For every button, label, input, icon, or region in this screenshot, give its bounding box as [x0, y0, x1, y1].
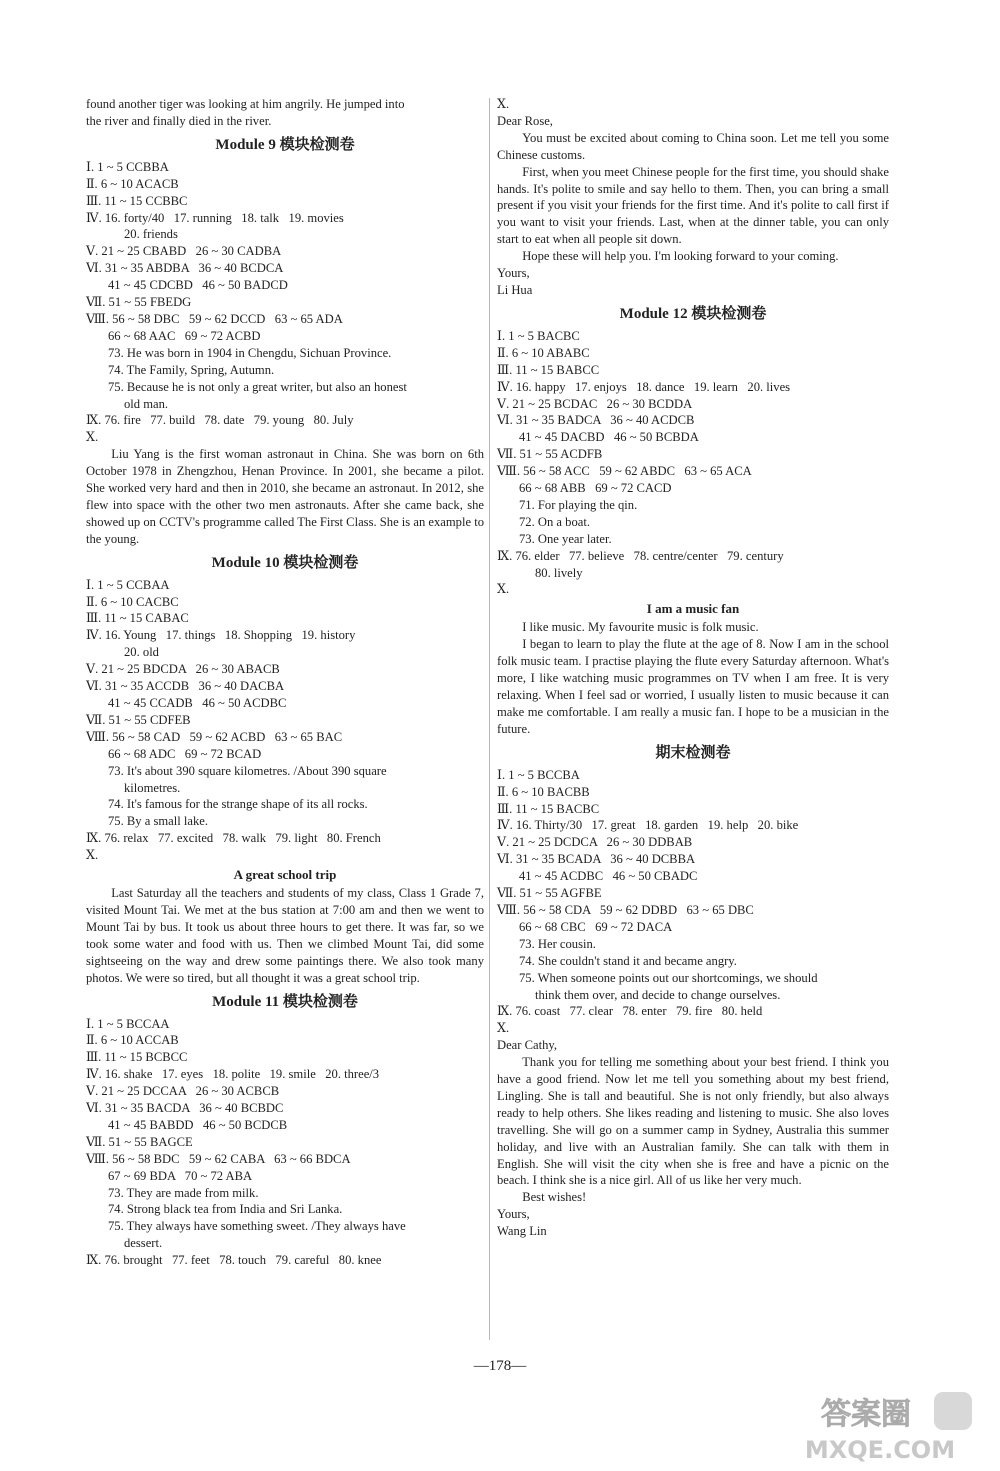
- answer-line: Ⅷ. 56 ~ 58 ACC 59 ~ 62 ABDC 63 ~ 65 ACA: [497, 464, 752, 479]
- answer-line: 73. It's about 390 square kilometres. /About 390 square: [108, 763, 387, 778]
- answer-line: Ⅱ. 6 ~ 10 ACACB: [86, 176, 179, 191]
- writing-paragraph: You must be excited about coming to China soon. Let me tell you some Chinese customs.: [497, 130, 889, 162]
- letter-closing: Yours,: [497, 1207, 530, 1222]
- answer-line: Ⅷ. 56 ~ 58 DBC 59 ~ 62 DCCD 63 ~ 65 ADA: [86, 311, 343, 326]
- answer-line: 73. Her cousin.: [519, 936, 596, 951]
- module-12-heading: Module 12 模块检测卷: [619, 305, 767, 322]
- answer-line: Ⅱ. 6 ~ 10 ACCAB: [86, 1033, 179, 1048]
- answer-line: 73. He was born in 1904 in Chengdu, Sichuan Province.: [108, 345, 392, 360]
- writing-paragraph: I like music. My favourite music is folk music.: [522, 620, 759, 635]
- module-12-answers: [497, 328, 889, 738]
- page-number: —178—: [473, 1358, 527, 1374]
- answer-line: 41 ~ 45 CCADB 46 ~ 50 ACDBC: [108, 696, 287, 710]
- answer-line: 73. One year later.: [519, 531, 612, 546]
- answer-line: Ⅴ. 21 ~ 25 BCDAC 26 ~ 30 BCDDA: [497, 396, 693, 411]
- answer-line: 66 ~ 68 CBC 69 ~ 72 DACA: [519, 919, 673, 934]
- answer-line: Ⅲ. 11 ~ 15 CCBBC: [86, 193, 188, 208]
- answer-line: Ⅰ. 1 ~ 5 BCCBA: [497, 767, 580, 782]
- answer-line: 73. They are made from milk.: [108, 1185, 259, 1200]
- answer-line: Ⅱ. 6 ~ 10 ABABC: [497, 345, 590, 360]
- section-label: Ⅹ.: [497, 97, 510, 111]
- module-11-answers: [86, 1016, 484, 1270]
- answer-line: Ⅳ. 16. shake 17. eyes 18. polite 19. smile 20. three/3: [86, 1067, 380, 1082]
- left-column: [86, 96, 484, 1269]
- answer-line: 71. For playing the qin.: [519, 497, 638, 512]
- answer-line: Ⅰ. 1 ~ 5 CCBAA: [86, 577, 170, 592]
- essay-title: I am a music fan: [646, 601, 740, 617]
- answer-line: Ⅵ. 31 ~ 35 BACDA 36 ~ 40 BCBDC: [86, 1101, 284, 1116]
- answer-line: Ⅲ. 11 ~ 15 CABAC: [86, 611, 189, 626]
- answer-line: 74. She couldn't stand it and became angry.: [519, 953, 737, 968]
- answer-line: Ⅱ. 6 ~ 10 BACBB: [497, 784, 590, 799]
- right-column: [497, 96, 889, 1240]
- final-exam-answers: [497, 767, 889, 1240]
- answer-line: 67 ~ 69 BDA 70 ~ 72 ABA: [108, 1168, 253, 1183]
- writing-paragraph: Best wishes!: [522, 1190, 587, 1205]
- essay-title: A great school trip: [233, 867, 337, 883]
- watermark-icon: [784, 1386, 984, 1466]
- answer-line: Ⅹ.: [86, 430, 99, 445]
- answer-line: Ⅳ. 16. forty/40 17. running 18. talk 19. movies: [86, 210, 344, 225]
- answer-line: Ⅶ. 51 ~ 55 ACDFB: [497, 447, 603, 462]
- answer-line: 75. When someone points out our shortcomings, we should: [519, 970, 818, 985]
- letter-greeting: Dear Rose,: [497, 113, 553, 128]
- letter-signature: Wang Lin: [497, 1224, 547, 1239]
- text-line: found another tiger was looking at him angrily. He jumped into: [86, 97, 405, 111]
- answer-line: Ⅳ. 16. Young 17. things 18. Shopping 19. history: [86, 628, 356, 643]
- answer-line: Ⅲ. 11 ~ 15 BABCC: [497, 362, 600, 377]
- text-line: the river and finally died in the river.: [86, 113, 272, 128]
- answer-line: 66 ~ 68 ABB 69 ~ 72 CACD: [519, 481, 672, 496]
- answer-line: Ⅴ. 21 ~ 25 CBABD 26 ~ 30 CADBA: [86, 244, 282, 259]
- answer-line: Ⅲ. 11 ~ 15 BACBC: [497, 801, 600, 816]
- answer-line: Ⅵ. 31 ~ 35 BCADA 36 ~ 40 DCBBA: [497, 852, 696, 867]
- answer-line: Ⅷ. 56 ~ 58 CAD 59 ~ 62 ACBD 63 ~ 65 BAC: [86, 729, 343, 744]
- answer-line: 66 ~ 68 ADC 69 ~ 72 BCAD: [108, 746, 262, 761]
- writing-paragraph: I began to learn to play the flute at the age of 8. Now I am in the school folk music team. I practise playing the flute every Saturday afternoon. What's more, I like watching music programmes on TV when I am free. It is very relaxing. When I feel sad or worried, I usually listen to music because it can make me comfortable. I am really a music fan. I hope to be a musician in the future.: [497, 637, 889, 736]
- column-divider: [489, 98, 490, 1340]
- answer-line: Ⅸ. 76. coast 77. clear 78. enter 79. fire 80. held: [497, 1004, 763, 1019]
- module-10-heading: Module 10 模块检测卷: [211, 554, 359, 571]
- answer-line: Ⅴ. 21 ~ 25 BDCDA 26 ~ 30 ABACB: [86, 662, 280, 677]
- answer-line: 74. The Family, Spring, Autumn.: [108, 362, 275, 377]
- answer-line: dessert.: [124, 1236, 163, 1251]
- answer-line: Ⅰ. 1 ~ 5 CCBBA: [86, 159, 169, 174]
- writing-paragraph: First, when you meet Chinese people for the first time, you should shake hands. It's polite to smile and say hello to them. Then, you can bring a small present if you visit your friends for the first time. And it's polite to call first if you want to visit your friends. Last, when at the dinner table, you can only start to eat when all people sit down.: [497, 164, 889, 247]
- answer-line: Ⅶ. 51 ~ 55 FBEDG: [86, 295, 192, 310]
- answer-line: 80. lively: [535, 565, 583, 580]
- answer-line: 72. On a boat.: [519, 514, 590, 529]
- answer-line: Ⅷ. 56 ~ 58 CDA 59 ~ 62 DDBD 63 ~ 65 DBC: [497, 902, 754, 917]
- answer-line: Ⅵ. 31 ~ 35 ABDBA 36 ~ 40 BCDCA: [86, 261, 284, 276]
- answer-line: kilometres.: [124, 780, 181, 795]
- answer-line: Ⅵ. 31 ~ 35 ACCDB 36 ~ 40 DACBA: [86, 679, 285, 694]
- answer-line: Ⅴ. 21 ~ 25 DCCAA 26 ~ 30 ACBCB: [86, 1084, 280, 1099]
- watermark-url: MXQE.COM: [804, 1436, 956, 1464]
- letter-greeting: Dear Cathy,: [497, 1038, 558, 1053]
- answer-line: Ⅰ. 1 ~ 5 BACBC: [497, 328, 580, 343]
- writing-paragraph: Liu Yang is the first woman astronaut in China. She was born on 6th October 1978 in Zhengzhou, Henan Province. In 2001, she became a pilot. She worked very hard and then in 2010, she became an astronaut. In 2012, she flew into space with the other two men astronauts. After she came back, she showed up on CCTV's programme called The First Class. She is an example to the young.: [86, 447, 484, 546]
- intro-lines: [86, 96, 484, 130]
- answer-line: 41 ~ 45 DACBD 46 ~ 50 BCBDA: [519, 430, 699, 445]
- final-exam-heading: 期末检测卷: [655, 744, 731, 761]
- letter-rose: [497, 96, 889, 299]
- answer-line: 41 ~ 45 CDCBD 46 ~ 50 BADCD: [108, 278, 288, 293]
- answer-line: Ⅰ. 1 ~ 5 BCCAA: [86, 1016, 170, 1031]
- answer-line: Ⅲ. 11 ~ 15 BCBCC: [86, 1050, 188, 1065]
- answer-line: Ⅹ.: [86, 848, 99, 863]
- letter-signature: Li Hua: [497, 282, 533, 297]
- module-11-heading: Module 11 模块检测卷: [212, 993, 358, 1010]
- letter-closing: Yours,: [497, 266, 530, 281]
- answer-line: 20. friends: [124, 227, 178, 242]
- answer-line: 41 ~ 45 BABDD 46 ~ 50 BCDCB: [108, 1117, 288, 1132]
- answer-line: 75. They always have something sweet. /They always have: [108, 1219, 406, 1234]
- answer-line: 75. By a small lake.: [108, 814, 209, 829]
- answer-line: Ⅳ. 16. happy 17. enjoys 18. dance 19. learn 20. lives: [497, 379, 791, 394]
- answer-line: 41 ~ 45 ACDBC 46 ~ 50 CBADC: [519, 869, 698, 884]
- answer-line: Ⅶ. 51 ~ 55 CDFEB: [86, 712, 191, 727]
- answer-line: 66 ~ 68 AAC 69 ~ 72 ACBD: [108, 328, 261, 343]
- answer-line: 75. Because he is not only a great writer, but also an honest: [108, 379, 407, 394]
- writing-paragraph: Thank you for telling me something about your best friend. I think you have a good friend. Now let me tell you something about my best friend, Lingling. She is tall and beautiful. She is not only friendly, but also always ready to help others. She likes reading and listening to music. She also loves travelling. She will go on a summer camp in Sydney, Australia this summer holiday, and live with an Australian family. She can talk with them in English. She will visit the city when she is free and have a picnic on the beach. I think she is a nice girl. All of us like her very much.: [497, 1055, 889, 1188]
- watermark-chinese: 答案圈: [821, 1397, 911, 1432]
- answer-line: Ⅹ.: [497, 582, 510, 597]
- answer-line: Ⅱ. 6 ~ 10 CACBC: [86, 594, 179, 609]
- module-9-heading: Module 9 模块检测卷: [215, 136, 355, 153]
- answer-line: Ⅸ. 76. fire 77. build 78. date 79. young 80. July: [86, 413, 354, 428]
- answer-line: old man.: [124, 396, 169, 411]
- module-9-answers: [86, 159, 484, 548]
- answer-line: Ⅸ. 76. elder 77. believe 78. centre/center 79. century: [497, 548, 784, 563]
- writing-paragraph: Hope these will help you. I'm looking forward to your coming.: [522, 249, 839, 264]
- answer-line: 74. Strong black tea from India and Sri Lanka.: [108, 1202, 343, 1217]
- answer-line: Ⅵ. 31 ~ 35 BADCA 36 ~ 40 ACDCB: [497, 413, 695, 428]
- answer-line: Ⅹ.: [497, 1021, 510, 1036]
- answer-line: think them over, and decide to change ourselves.: [535, 987, 781, 1002]
- answer-line: 74. It's famous for the strange shape of its all rocks.: [108, 797, 368, 812]
- answer-line: Ⅷ. 56 ~ 58 BDC 59 ~ 62 CABA 63 ~ 66 BDCA: [86, 1151, 351, 1166]
- answer-line: Ⅶ. 51 ~ 55 BAGCE: [86, 1134, 193, 1149]
- module-10-answers: [86, 577, 484, 987]
- answer-line: Ⅶ. 51 ~ 55 AGFBE: [497, 886, 602, 901]
- watermark-logo: [784, 1386, 984, 1466]
- answer-line: Ⅸ. 76. brought 77. feet 78. touch 79. careful 80. knee: [86, 1253, 382, 1268]
- answer-line: Ⅳ. 16. Thirty/30 17. great 18. garden 19. help 20. bike: [497, 818, 799, 833]
- writing-paragraph: Last Saturday all the teachers and students of my class, Class 1 Grade 7, visited Mount Tai. We met at the bus station at 7:00 am and then we went to Mount Tai by bus. It took us about three hours to get there. It was far, so we took some water and food with us. Then we climbed Mount Tai, did some sightseeing on the way and drew some paintings there. We also took many photos. We were so tired, but all thought it was a great school trip.: [86, 886, 484, 985]
- answer-line: Ⅸ. 76. relax 77. excited 78. walk 79. light 80. French: [86, 831, 381, 846]
- answer-line: Ⅴ. 21 ~ 25 DCDCA 26 ~ 30 DDBAB: [497, 835, 693, 850]
- answer-line: 20. old: [124, 645, 159, 660]
